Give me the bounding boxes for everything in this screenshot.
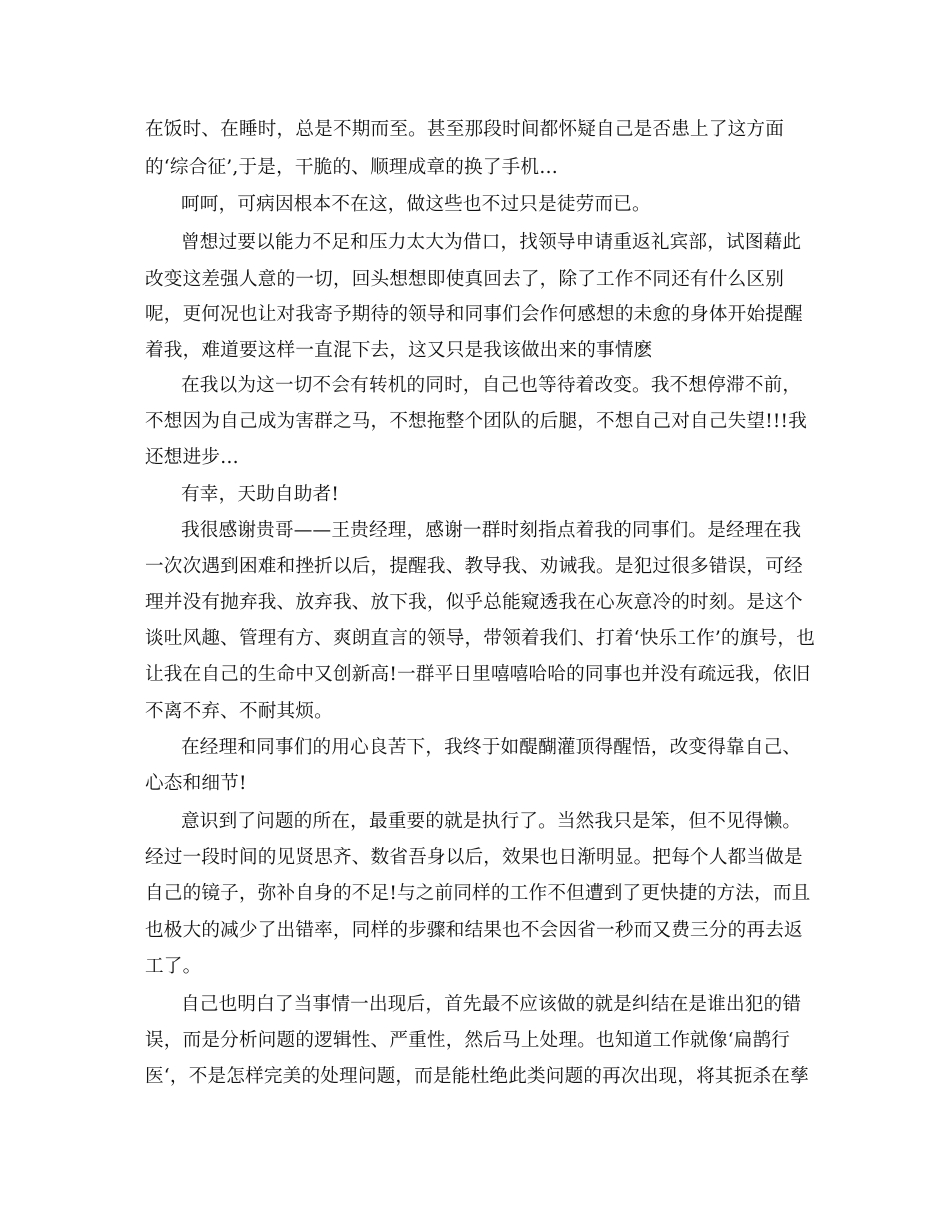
text-line: 有幸，天助自助者! [181, 484, 340, 505]
text-line: 理并没有抛弃我、放弃我、放下我，似乎总能窥透我在心灰意冷的时刻。是这个 [145, 592, 803, 613]
text-line: 工了。 [145, 956, 202, 977]
text-line: 呢，更何况也让对我寄予期待的领导和同事们会作何感想的未愈的身体开始提醒 [145, 304, 803, 325]
text-line: 我很感谢贵哥——王贵经理，感谢一群时刻指点着我的同事们。是经理在我 [181, 520, 802, 541]
text-line: 经过一段时间的见贤思齐、数省吾身以后，效果也日渐明显。把每个人都当做是 [145, 847, 803, 868]
text-line: 着我，难道要这样一直混下去，这又只是我该做出来的事情麽 [145, 340, 653, 361]
text-line: 在饭时、在睡时，总是不期而至。甚至那段时间都怀疑自己是否患上了这方面 [145, 119, 784, 140]
text-line: 曾想过要以能力不足和压力太大为借口，找领导申请重返礼宾部，试图藉此 [181, 232, 802, 253]
text-line: 也极大的减少了出错率，同样的步骤和结果也不会因省一秒而又费三分的再去返 [145, 920, 803, 941]
text-line: 呵呵，可病因根本不在这，做这些也不过只是徒劳而已。 [181, 194, 651, 215]
text-line: 让我在自己的生命中又创新高!一群平日里嘻嘻哈哈的同事也并没有疏远我，依旧 [145, 664, 811, 685]
text-line: 不想因为自己成为害群之马，不想拖整个团队的后腿，不想自己对自己失望!!!我 [145, 411, 808, 432]
text-line: 在经理和同事们的用心良苦下，我终于如醍醐灌顶得醒悟，改变得靠自己、 [181, 737, 802, 758]
text-line: 意识到了问题的所在，最重要的就是执行了。当然我只是笨，但不见得懒。 [181, 811, 802, 832]
text-line: 不离不弃、不耐其烦。 [145, 701, 333, 722]
text-line: 谈吐风趣、管理有方、爽朗直言的领导，带领着我们、打着‘快乐工作’的旗号，也 [145, 628, 816, 649]
text-line: 自己也明白了当事情一出现后，首先最不应该做的就是纠结在是谁出犯的错 [181, 994, 802, 1015]
text-line: 的‘综合征’,于是，干脆的、顺理成章的换了手机… [145, 157, 559, 178]
text-line: 误，而是分析问题的逻辑性、严重性，然后马上处理。也知道工作就像‘扁鹊行 [145, 1030, 791, 1051]
text-line: 自己的镜子，弥补自身的不足!与之前同样的工作不但遭到了更快捷的方法，而且 [145, 883, 811, 904]
text-line: 医‘，不是怎样完美的处理问题，而是能杜绝此类问题的再次出现，将其扼杀在孳 [145, 1066, 809, 1087]
text-line: 还想进步… [145, 447, 239, 468]
text-line: 在我以为这一切不会有转机的同时，自己也等待着改变。我不想停滞不前， [181, 375, 802, 396]
text-line: 心态和细节! [145, 773, 247, 794]
text-line: 一次次遇到困难和挫折以后，提醒我、教导我、劝诫我。是犯过很多错误，可经 [145, 556, 803, 577]
text-line: 改变这差强人意的一切，回头想想即使真回去了，除了工作不同还有什么区别 [145, 269, 784, 290]
